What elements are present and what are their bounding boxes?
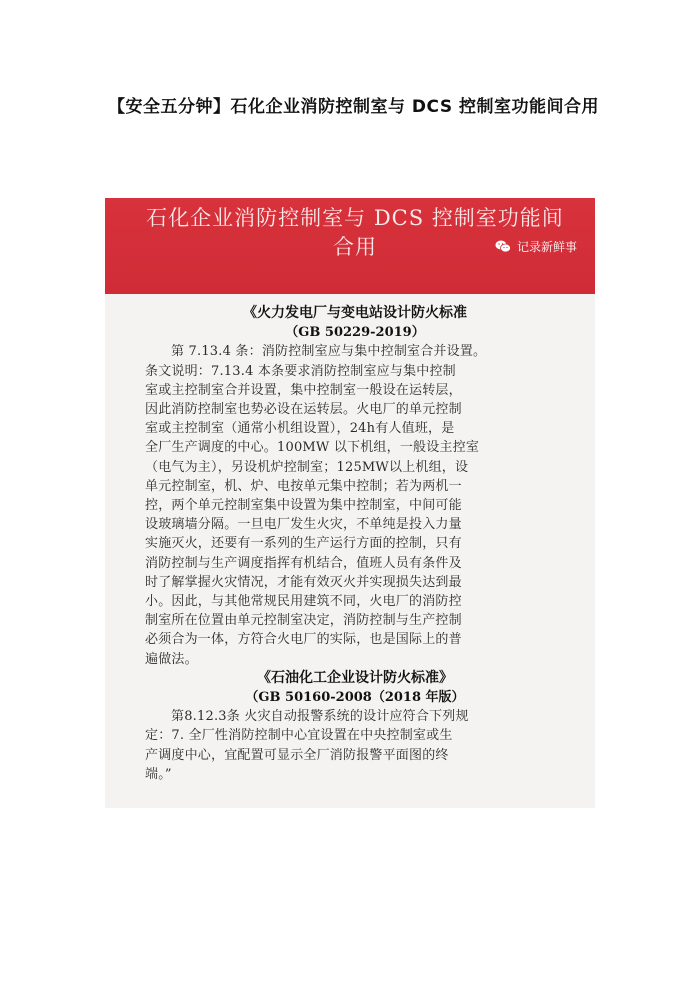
clause-line: 单元控制室，机、炉、电按单元集中控制；若为两机一 <box>145 478 462 494</box>
banner-title-line: 石化企业消防控制室与 DCS 控制室功能间 <box>146 206 564 230</box>
scanned-article-image <box>105 198 595 808</box>
clause-line: 实施灭火，还要有一系列的生产运行方面的控制，只有 <box>145 536 462 552</box>
standard-code: （GB 50229-2019） <box>285 325 425 341</box>
clause-line: （电气为主），另设机炉控制室；125MW以上机组，设 <box>145 459 469 475</box>
clause-line: 室或主控制室（通常小机组设置），24h有人值班，是 <box>145 421 455 437</box>
account-watermark <box>495 238 577 255</box>
clause-line: 制室所在位置由单元控制室决定，消防控制与生产控制 <box>145 613 462 629</box>
title-banner <box>105 198 595 294</box>
standard-code: （GB 50160-2008（2018 年版） <box>245 690 465 706</box>
clause-line: 端。” <box>145 766 172 782</box>
clause-line: 因此消防控制室也势必设在运转层。火电厂的单元控制 <box>145 402 462 418</box>
clause-line: 必须合为一体，方符合火电厂的实际，也是国际上的普 <box>145 632 462 648</box>
document-title: 【安全五分钟】石化企业消防控制室与 DCS 控制室功能间合用 <box>108 97 599 117</box>
clause-line: 产调度中心，宜配置可显示全厂消防报警平面图的终 <box>145 747 449 763</box>
clause-line: 全厂生产调度的中心。100MW 以下机组，一般设主控室 <box>145 440 480 456</box>
banner-title-line: 合用 <box>333 235 377 259</box>
standard-title: 《火力发电厂与变电站设计防火标准 <box>243 305 467 321</box>
clause-line: 定：7. 全厂性消防控制中心宜设置在中央控制室或生 <box>145 728 453 744</box>
clause-line: 第8.12.3条 火灾自动报警系统的设计应符合下列规 <box>171 709 469 725</box>
standard-clause <box>145 342 565 668</box>
watermark-text: 记录新鲜事 <box>516 240 577 254</box>
clause-line: 条文说明：7.13.4 本条要求消防控制室应与集中控制 <box>145 363 456 379</box>
clause-line: 小。因此，与其他常规民用建筑不同，火电厂的消防控 <box>145 594 462 610</box>
article-body <box>145 304 565 784</box>
clause-line: 遍做法。 <box>145 651 198 667</box>
clause-line: 时了解掌握火灾情况，才能有效灭火并实现损失达到最 <box>145 574 462 590</box>
clause-line: 设玻璃墙分隔。一旦电厂发生火灾，不单纯是投入力量 <box>145 517 462 533</box>
clause-line: 室或主控制室合并设置，集中控制室一般设在运转层， <box>145 382 462 398</box>
standard-clause <box>145 707 565 784</box>
clause-line: 控，两个单元控制室集中设置为集中控制室，中间可能 <box>145 498 462 514</box>
clause-line: 消防控制与生产调度指挥有机结合，值班人员有条件及 <box>145 555 462 571</box>
standard-title: 《石油化工企业设计防火标准》 <box>257 669 453 686</box>
clause-line: 第 7.13.4 条：消防控制室应与集中控制室合并设置。 <box>171 344 487 360</box>
wechat-icon <box>495 240 511 253</box>
